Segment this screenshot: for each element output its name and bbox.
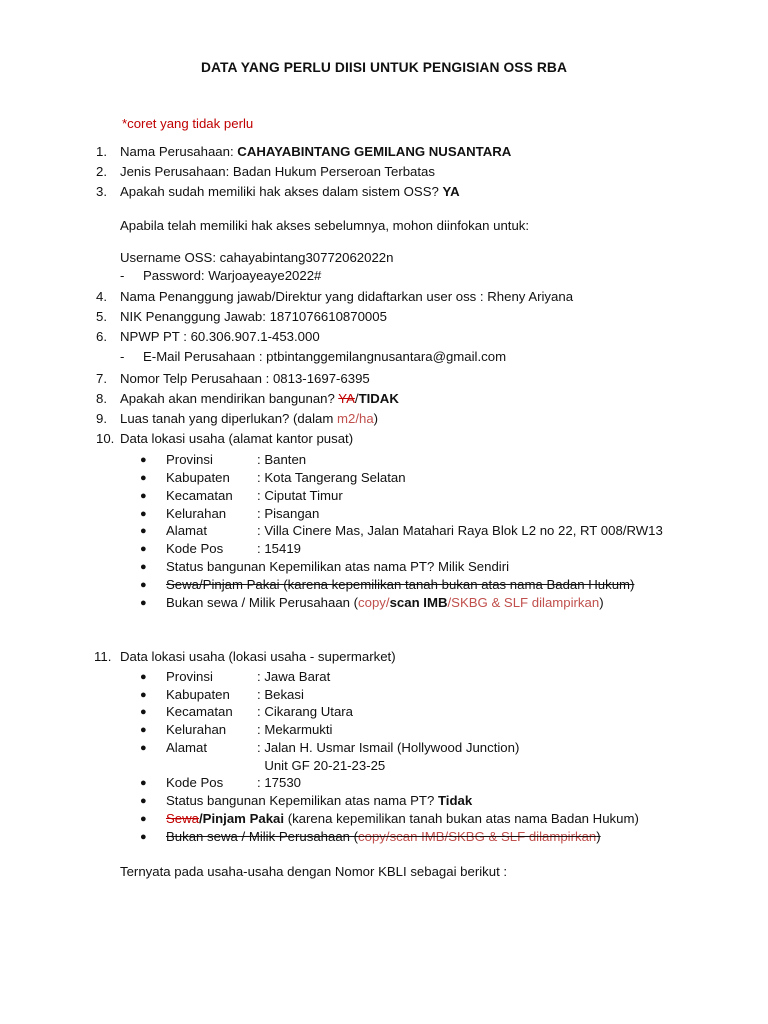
struck-option: Sewa/Pinjam Pakai (karena kepemilikan tanah bukan atas nama Badan Hukum) (166, 577, 635, 592)
item-number: 4. (96, 289, 107, 304)
item-text: Data lokasi usaha (lokasi usaha - supermarket) (120, 649, 396, 664)
bullet: ● (140, 742, 147, 754)
item-number: 8. (96, 391, 107, 406)
document-title: DATA YANG PERLU DIISI UNTUK PENGISIAN OSS RBA (200, 60, 568, 75)
bullet: ● (140, 543, 147, 555)
bullet: ● (140, 795, 147, 807)
document-page: DATA YANG PERLU DIISI UNTUK PENGISIAN OSS RBA *coret yang tidak perlu 1. Nama Perusahaan: CAHAYABINTANG GEMILANG NUSANTARA 2. Jenis Perusahaan: Badan Hukum Perseroan Terbatas 3. Apakah sudah memiliki hak akses dalam sistem OSS? YA Apabila telah memiliki hak akses sebelumnya, mohon diinfokan untuk: Username OSS: cahayabintang30772062022n - Password: Warjoayeaye2022# 4. Nama Penanggung jawab/Direktur yang didaftarkan user oss : Rheny Ariyana 5. NIK Penanggung Jawab: 1871076610870005 6. NPWP PT : 60.306.907.1-453.000 - E-Mail Perusahaan : ptbintanggemilangnusantara@gmail.com 7. Nomor Telp Perusahaan : 0813-1697-6395 8. Apakah akan mendirikan bangunan? YA/TIDAK 9. Luas tanah yang diperlukan? (dalam m2/ha) 10. Data lokasi usaha (alamat kantor pusat) ● Provinsi : Banten ● Kabupaten : Kota Tangerang Selatan ● Kecamatan : Ciputat Timur ● Kelurahan : Pisangan ● Alamat : Villa Cinere Mas, Jalan Matahari Raya Blok L2 no 22, RT 008/RW13 ● Kode Pos : 15419 ● Status bangunan Kepemilikan atas nama PT? Milik Sendiri ● Sewa/Pinjam Pakai (karena kepemilikan tanah bukan atas nama Badan Hukum) ● Bukan sewa / Milik Perusahaan (copy/scan IMB/SKBG & SLF dilampirkan) 11. Data lokasi usaha (lokasi usaha - supermarket) ● Provinsi : Jawa Barat ● Kabupaten : Bekasi ● Kecamatan : Cikarang Utara ● Kelurahan : Mekarmukti ● Alamat : Jalan H. Usmar Ismail (Hollywood Junction) Unit GF 20-21-23-25 ● Kode Pos : 17530 ● Status bangunan Kepemilikan atas nama PT? Tidak ● Sewa/Pinjam Pakai (karena kepemilikan tanah bukan atas nama Badan Hukum) ● Bukan sewa / Milik Perusahaan (copy/scan IMB/SKBG & SLF dilampirkan) Ternyata pada usaha-usaha dengan Nomor KBLI sebagai berikut : (0, 0, 768, 1024)
bullet: ● (140, 689, 147, 701)
item-number: 2. (96, 164, 107, 179)
item-text: Nomor Telp Perusahaan : 0813-1697-6395 (120, 371, 370, 386)
bullet: ● (140, 579, 147, 591)
struck-option: Bukan sewa / Milik Perusahaan (copy/scan IMB/SKBG & SLF dilampirkan) (166, 829, 601, 844)
bullet: ● (140, 508, 147, 520)
bullet: ● (140, 472, 147, 484)
item-text: NIK Penanggung Jawab: 1871076610870005 (120, 309, 387, 324)
bullet: ● (140, 813, 147, 825)
bullet: ● (140, 490, 147, 502)
item-text: Jenis Perusahaan: Badan Hukum Perseroan Terbatas (120, 164, 435, 179)
strike-note: *coret yang tidak perlu (122, 116, 254, 131)
struck-answer: YA (338, 391, 355, 406)
item-number: 9. (96, 411, 107, 426)
item-number: 5. (96, 309, 107, 324)
bullet: ● (140, 525, 147, 537)
item-label: Nama Perusahaan: (120, 144, 238, 159)
bullet: ● (140, 706, 147, 718)
bullet: ● (140, 724, 147, 736)
item-label: Apakah sudah memiliki hak akses dalam sistem OSS? (120, 184, 443, 199)
company-name: CAHAYABINTANG GEMILANG NUSANTARA (237, 144, 512, 159)
item-text: NPWP PT : 60.306.907.1-453.000 (120, 329, 320, 344)
bullet: ● (140, 777, 147, 789)
building-status: Status bangunan Kepemilikan atas nama PT? Tidak (166, 793, 473, 808)
item-label: Luas tanah yang diperlukan? (dalam (120, 411, 338, 426)
item-label: Apakah akan mendirikan bangunan? (120, 391, 339, 406)
item-number: 1. (96, 144, 107, 159)
oss-access-answer: YA (442, 184, 460, 199)
building-answer: TIDAK (358, 391, 399, 406)
area-unit: m2/ha (337, 411, 374, 426)
bullet: ● (140, 561, 147, 573)
bullet: ● (140, 454, 147, 466)
item-text: Nama Penanggung jawab/Direktur yang didaftarkan user oss : Rheny Ariyana (120, 289, 574, 304)
bullet: ● (140, 671, 147, 683)
bullet: ● (140, 831, 147, 843)
item-number: 3. (96, 184, 107, 199)
item-number: 11. (94, 649, 112, 664)
bullet: ● (140, 597, 147, 609)
building-status: Status bangunan Kepemilikan atas nama PT? Milik Sendiri (166, 559, 510, 574)
item-text: Data lokasi usaha (alamat kantor pusat) (120, 431, 354, 446)
item-number: 10. (96, 431, 115, 446)
item-number: 7. (96, 371, 107, 386)
item-number: 6. (96, 329, 107, 344)
